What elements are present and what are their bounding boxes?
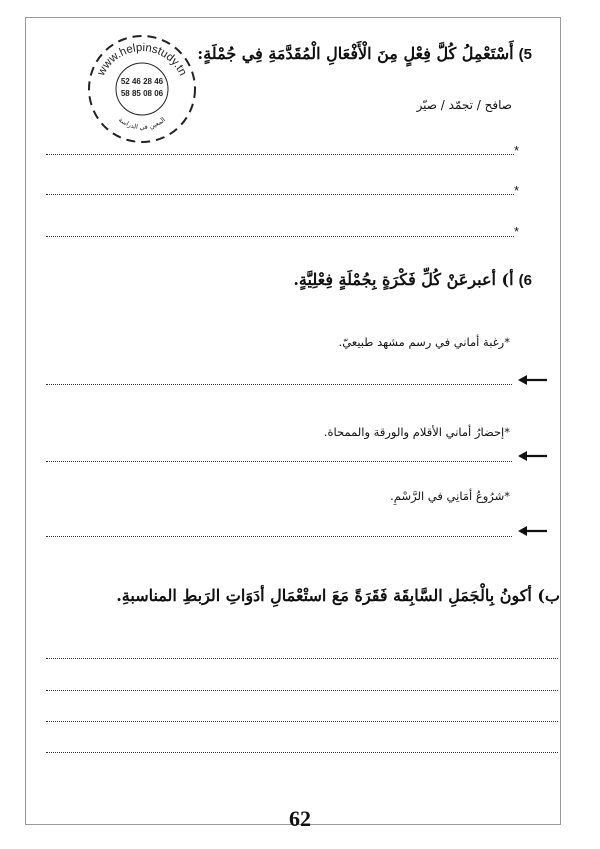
arrow-left-icon <box>518 525 548 537</box>
partb-title: ب) أكونُ بِالْجَمَلِ السَّابِقَة فَقَرَةً مَعَ استْعْمَالِ أدَوَاتِ الرَبطِ المناسبةِ. <box>116 586 560 605</box>
q6-title: أ) أعبرعَنْ كُلِّ فَكْرَةٍ بِجُمْلَةٍ فِعْلِيَّةٍ. <box>293 270 514 289</box>
arrow-left-icon <box>518 450 548 462</box>
q5-marker-1: * <box>514 143 520 158</box>
partb-answer-line-1[interactable] <box>46 658 558 659</box>
partb-answer-line-3[interactable] <box>46 721 558 722</box>
q5-title: أَسْتَعْمِلُ كُلَّ فِعْلٍ مِنَ الْأَفْعَالِ الْمُقَدَّمَةِ فِي جُمْلَةٍ: <box>197 44 514 63</box>
stamp-slogan: المعين في الدراسة <box>117 115 167 132</box>
stamp-url: www.helpinstudy.tn <box>95 41 189 78</box>
q5-number: 5) <box>518 46 532 63</box>
partb-answer-line-4[interactable] <box>46 752 558 753</box>
page-number: 62 <box>289 806 311 831</box>
q5-verbs: صافح / تجمّد / صيّر <box>416 98 512 112</box>
q6-item-1: *رغبة أماني في رسم مشهد طبيعيّ. <box>338 335 510 349</box>
q6-item-2: *إحضارُ أماني الأقلام والورقة والممحاة. <box>323 425 510 439</box>
q6-answer-line-2[interactable] <box>46 461 512 462</box>
arrow-left-icon <box>518 374 548 386</box>
q6-answer-line-3[interactable] <box>46 536 512 537</box>
q6-heading <box>293 270 532 289</box>
q6-answer-line-1[interactable] <box>46 384 512 385</box>
q5-answer-line-1[interactable] <box>46 154 514 155</box>
q6-number: 6) <box>518 272 532 289</box>
q5-answer-line-2[interactable] <box>46 194 514 195</box>
stamp-phone-1: 52 46 28 46 <box>120 77 164 86</box>
helpinstudy-stamp <box>86 33 198 145</box>
q5-heading <box>197 44 532 63</box>
q5-answer-line-3[interactable] <box>46 236 514 237</box>
q5-marker-3: * <box>514 224 520 239</box>
q6-item-3: *شرُوعُ أمَانِي في الرَّسْمِ. <box>390 489 510 503</box>
partb-answer-line-2[interactable] <box>46 690 558 691</box>
q5-marker-2: * <box>514 183 520 198</box>
stamp-phone-2: 58 85 08 06 <box>120 89 164 98</box>
